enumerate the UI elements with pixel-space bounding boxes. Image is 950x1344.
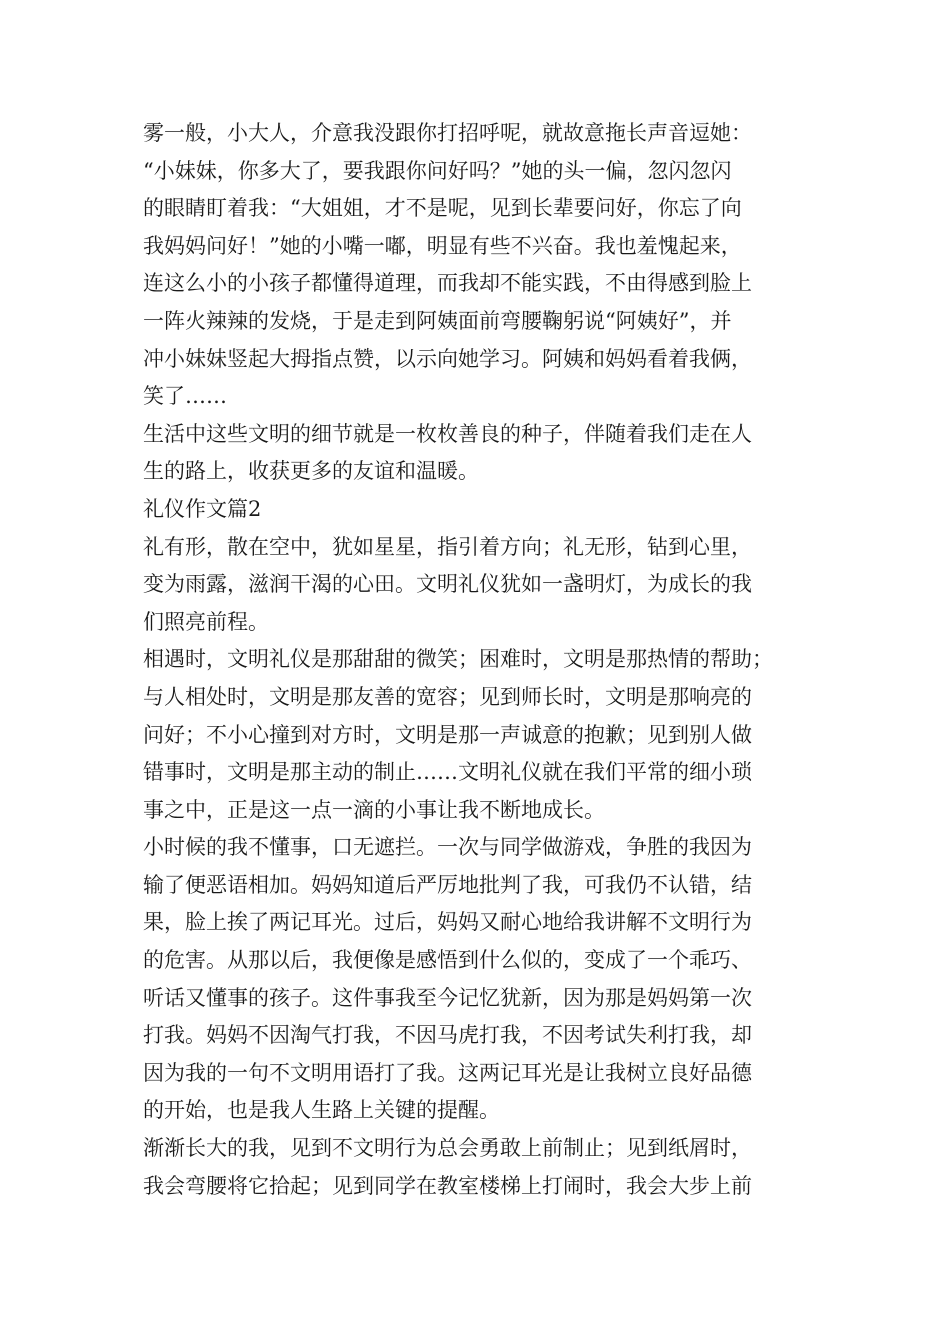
text-line: 听话又懂事的孩子。这件事我至今记忆犹新，因为那是妈妈第一次 <box>143 985 752 1010</box>
text-line: 变为雨露，滋润干渴的心田。文明礼仪犹如一盏明灯，为成长的我 <box>143 572 752 597</box>
text-line: 我会弯腰将它拾起；见到同学在教室楼梯上打闹时，我会大步上前 <box>143 1173 752 1198</box>
text-line: 问好；不小心撞到对方时，文明是那一声诚意的抱歉；见到别人做 <box>143 722 752 747</box>
text-line: 错事时，文明是那主动的制止……文明礼仪就在我们平常的细小琐 <box>143 760 752 785</box>
text-line: 打我。妈妈不因淘气打我，不因马虎打我，不因考试失利打我，却 <box>143 1023 752 1048</box>
text-line: 连这么小的小孩子都懂得道理，而我却不能实践，不由得感到脸上 <box>143 271 752 296</box>
text-line: 渐渐长大的我，见到不文明行为总会勇敢上前制止；见到纸屑时， <box>143 1136 752 1161</box>
text-line: 冲小妹妹竖起大拇指点赞，以示向她学习。阿姨和妈妈看着我俩， <box>143 346 752 371</box>
text-line: 的开始，也是我人生路上关键的提醒。 <box>143 1098 500 1123</box>
text-line: 与人相处时，文明是那友善的宽容；见到师长时，文明是那响亮的 <box>143 684 752 709</box>
text-line: 礼有形，散在空中，犹如星星，指引着方向；礼无形，钻到心里， <box>143 534 752 559</box>
text-line: 的眼睛盯着我：“大姐姐，才不是呢，见到长辈要问好，你忘了向 <box>143 196 742 221</box>
text-line: 事之中，正是这一点一滴的小事让我不断地成长。 <box>143 797 605 822</box>
text-line: 雾一般，小大人，介意我没跟你打招呼呢，就故意拖长声音逗她： <box>143 121 752 145</box>
text-line: 生的路上，收获更多的友谊和温暖。 <box>143 459 479 484</box>
text-line: 笑了…… <box>143 384 227 409</box>
text-line: 果，脸上挨了两记耳光。过后，妈妈又耐心地给我讲解不文明行为 <box>143 910 752 935</box>
text-line: “小妹妹，你多大了，要我跟你问好吗？”她的头一偏，忽闪忽闪 <box>143 158 732 183</box>
section-heading: 礼仪作文篇2 <box>143 496 262 521</box>
text-line: 小时候的我不懂事，口无遮拦。一次与同学做游戏，争胜的我因为 <box>143 835 752 860</box>
text-line: 输了便恶语相加。妈妈知道后严厉地批判了我，可我仍不认错，结 <box>143 872 752 897</box>
text-line: 我妈妈问好！”她的小嘴一嘟，明显有些不兴奋。我也羞愧起来， <box>143 233 742 258</box>
text-line: 们照亮前程。 <box>143 609 269 634</box>
text-line: 相遇时，文明礼仪是那甜甜的微笑；困难时，文明是那热情的帮助； <box>143 647 773 672</box>
text-line: 的危害。从那以后，我便像是感悟到什么似的，变成了一个乖巧、 <box>143 948 752 973</box>
text-line: 一阵火辣辣的发烧，于是走到阿姨面前弯腰鞠躬说“阿姨好”，并 <box>143 308 732 333</box>
text-line: 因为我的一句不文明用语打了我。这两记耳光是让我树立良好品德 <box>143 1060 752 1085</box>
document-body <box>143 115 813 1205</box>
text-line: 生活中这些文明的细节就是一枚枚善良的种子，伴随着我们走在人 <box>143 421 752 446</box>
